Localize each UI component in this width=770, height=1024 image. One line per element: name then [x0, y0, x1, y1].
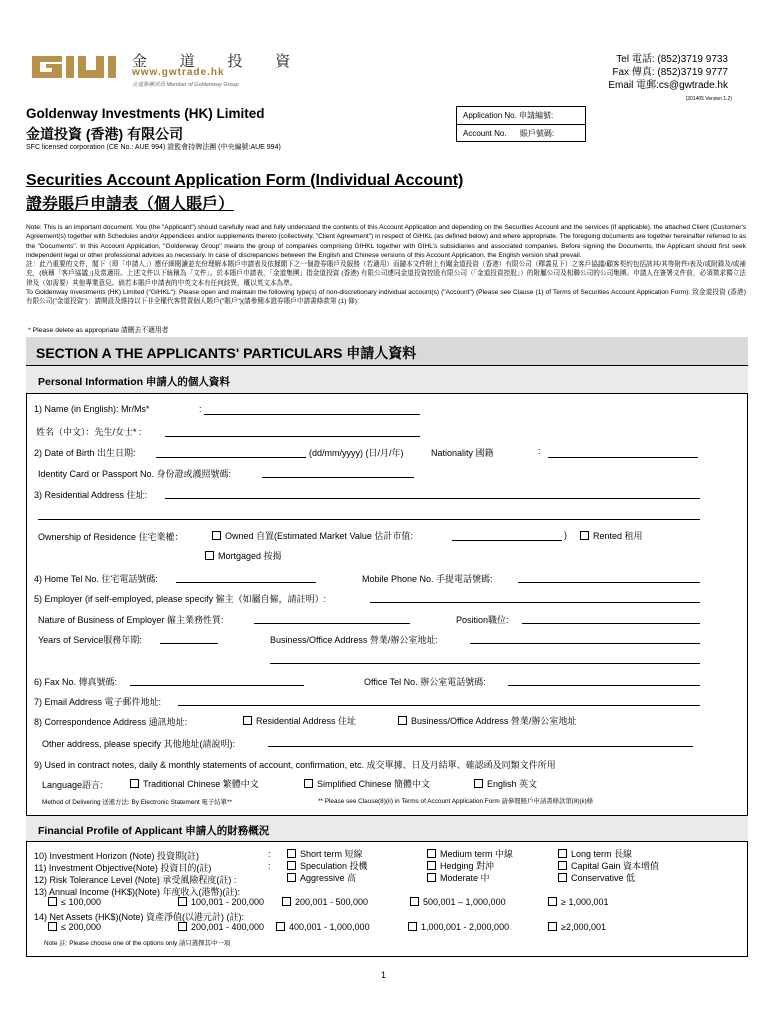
name-chinese-label: 姓名（中文）：先生/女士* :: [36, 427, 142, 437]
q11-label: 11) Investment Objective(Note) 投資目的(註): [34, 863, 212, 873]
q14-opt-5-checkbox[interactable]: [548, 922, 557, 931]
q10-long-checkbox[interactable]: [558, 849, 567, 858]
corr-residential-option[interactable]: Residential Address 住址: [243, 714, 356, 727]
business-address-label: Business/Office Address 營業/辦公室地址:: [270, 635, 438, 645]
q13-label: 13) Annual Income (HK$)(Note) 年度收入(港幣)(註):: [34, 887, 241, 897]
q12-opt-conservative[interactable]: Conservative 低: [558, 871, 635, 884]
financial-note: Note 註: Please choose one of the options only 請只選擇其中一項: [44, 940, 231, 947]
q11-opt-hedging[interactable]: Hedging 對沖: [427, 859, 494, 872]
position-label: Position職位:: [456, 615, 509, 625]
fax-label: 6) Fax No. 傳真號碼:: [34, 677, 118, 687]
ownership-mortgaged-option[interactable]: Mortgaged 按揭: [205, 549, 282, 562]
section-a-header: SECTION A THE APPLICANTS' PARTICULARS 申請人資料: [26, 337, 748, 366]
q14-opt-1[interactable]: ≤ 200,000: [48, 922, 101, 932]
nature-of-business-field[interactable]: [254, 623, 410, 624]
q14-opt-2[interactable]: 200,001 - 400,000: [178, 922, 264, 932]
delivery-method-label: Method of Delivering 送遞方法: By Electronic Statement 電子結單**: [42, 799, 233, 806]
q12-opt-moderate[interactable]: Moderate 中: [427, 871, 490, 884]
q14-opt-2-checkbox[interactable]: [178, 922, 187, 931]
q11-hedging-checkbox[interactable]: [427, 861, 436, 870]
q14-opt-1-checkbox[interactable]: [48, 922, 57, 931]
q14-opt-4[interactable]: 1,000,001 - 2,000,000: [408, 922, 509, 932]
q11-capital-gain-checkbox[interactable]: [558, 861, 567, 870]
office-tel-label: Office Tel No. 辦公室電話號碼:: [364, 677, 486, 687]
application-no-field[interactable]: Application No. 申請編號:: [463, 111, 554, 120]
mortgaged-checkbox[interactable]: [205, 551, 214, 560]
q11-opt-capital-gain[interactable]: Capital Gain 資本增值: [558, 859, 659, 872]
company-name-chinese: 金道投資 (香港) 有限公司: [26, 126, 184, 142]
corr-business-option[interactable]: Business/Office Address 營業/辦公室地址: [398, 714, 576, 727]
q13-opt-4[interactable]: 500,001 – 1,000,000: [410, 897, 506, 907]
sfc-license-text: SFC licensed corporation (CE No.: AUE 994) 證監會持牌法團 (中央編號:AUE 994): [26, 144, 281, 151]
form-title-chinese: 證券賬戶申請表（個人賬戶）: [26, 196, 235, 213]
corr-residential-checkbox[interactable]: [243, 716, 252, 725]
q11-speculation-checkbox[interactable]: [287, 861, 296, 870]
employer-label: 5) Employer (if self-employed, please specify 僱主（如屬自僱，請註明）:: [34, 594, 327, 604]
correspondence-label: 8) Correspondence Address 通訊地址:: [34, 717, 188, 727]
contact-fax: Fax 傳真: (852)3719 9777: [612, 67, 728, 78]
q13-opt-2-checkbox[interactable]: [178, 897, 187, 906]
business-address-field-2[interactable]: [270, 663, 700, 664]
q13-opt-5[interactable]: ≥ 1,000,001: [548, 897, 608, 907]
residential-address-field-2[interactable]: [38, 519, 700, 520]
q10-label: 10) Investment Horizon (Note) 投資期(註): [34, 851, 200, 861]
id-passport-field[interactable]: [262, 477, 414, 478]
name-english-field[interactable]: [204, 414, 420, 415]
q10-opt-long[interactable]: Long term 長線: [558, 847, 632, 860]
q10-medium-checkbox[interactable]: [427, 849, 436, 858]
mobile-field[interactable]: [518, 582, 700, 583]
other-address-label: Other address, please specify 其他地址(請說明):: [42, 739, 236, 749]
q14-opt-5[interactable]: ≥2,000,001: [548, 922, 606, 932]
mobile-label: Mobile Phone No. 手提電話號碼:: [362, 574, 493, 584]
owned-close-paren: ): [564, 530, 567, 540]
dob-format: (dd/mm/yyyy) (日/月/年): [309, 448, 404, 458]
q13-opt-3-checkbox[interactable]: [282, 897, 291, 906]
nationality-label: Nationality 國籍: [431, 448, 494, 458]
q12-label: 12) Risk Tolerance Level (Note) 承受風險程度(註) :: [34, 875, 237, 885]
email-field[interactable]: [178, 705, 700, 706]
ownership-label: Ownership of Residence 住宅業權：: [38, 532, 184, 542]
lang-english-checkbox[interactable]: [474, 779, 483, 788]
q10-opt-short[interactable]: Short term 短線: [287, 847, 363, 860]
dob-field[interactable]: [156, 457, 306, 458]
q13-opt-5-checkbox[interactable]: [548, 897, 557, 906]
q14-opt-3-checkbox[interactable]: [276, 922, 285, 931]
market-value-field[interactable]: [452, 540, 562, 541]
contact-email: Email 電郵:cs@gwtrade.hk: [608, 80, 728, 91]
logo-chinese-name: 金 道 投 資: [132, 52, 305, 70]
q11-colon: :: [268, 861, 271, 871]
residential-address-label: 3) Residential Address 住址:: [34, 490, 148, 500]
form-title-english: Securities Account Application Form (Individual Account): [26, 172, 464, 189]
goldenway-logo-mark: [28, 50, 120, 84]
company-name-english: Goldenway Investments (HK) Limited: [26, 106, 265, 121]
email-label: 7) Email Address 電子郵件地址:: [34, 697, 162, 707]
home-tel-field[interactable]: [176, 582, 316, 583]
ownership-owned-option[interactable]: Owned 自置(Estimated Market Value 估計市值:: [212, 529, 413, 542]
q13-opt-4-checkbox[interactable]: [410, 897, 419, 906]
ownership-rented-option[interactable]: Rented 租用: [580, 529, 643, 542]
lang-traditional-option[interactable]: Traditional Chinese 繁體中文: [130, 777, 259, 790]
employer-field[interactable]: [370, 602, 700, 603]
contact-block: [608, 53, 728, 92]
q13-opt-1[interactable]: ≤ 100,000: [48, 897, 101, 907]
q13-opt-2[interactable]: 100,001 - 200,000: [178, 897, 264, 907]
name-english-colon: :: [199, 404, 202, 414]
q13-opt-3[interactable]: 200,001 - 500,000: [282, 897, 368, 907]
q10-short-checkbox[interactable]: [287, 849, 296, 858]
q12-conservative-checkbox[interactable]: [558, 873, 567, 882]
name-chinese-field[interactable]: [165, 436, 420, 437]
nationality-field[interactable]: [548, 457, 698, 458]
rented-checkbox[interactable]: [580, 531, 589, 540]
logo-url: www.gwtrade.hk: [132, 67, 225, 78]
delete-as-appropriate-note: * Please delete as appropriate 請刪去不適用者: [28, 327, 169, 334]
home-tel-label: 4) Home Tel No. 住宅電話號碼:: [34, 574, 158, 584]
account-no-field[interactable]: Account No. 賬戶號碼:: [457, 124, 585, 141]
other-address-field[interactable]: [268, 746, 693, 747]
q11-opt-speculation[interactable]: Speculation 投機: [287, 859, 368, 872]
note-english: Note: This is an important document. You (the "Applicant") should carefully read and fully understand the contents of this Account Application and depending on the Securities Account and the services (if applicable), the attached Client (Customer's Agreement(s) together with Schedules and/or Appendices and/or supplements thereto (collectively, "Client Agreement") in respect of GIHKL (as defined below) and where appropriate. The foregoing documents are together hereinafter referred to as the "Documents". In this Account Application, "Goldenway Group" means the group of companies comprising GIHKL together with GIHL's subsidiaries and associated companies. Before signing the Documents, the Applicant should first seek independent legal or other professional advices as necessary. In case of discrepancies between the English and Chinese versions of this Account Application, the English version shall prevail.: [26, 224, 747, 259]
logo-member-text: 金道集團成員 Member of Goldenway Group: [132, 82, 239, 88]
fax-field[interactable]: [130, 685, 304, 686]
delivery-note: ** Please see Clause(8)(ii) in Terms of Account Application Form 請參閱賬戶申請書條款第(8)(ii)條: [318, 798, 594, 805]
q12-opt-aggressive[interactable]: Aggressive 高: [287, 871, 356, 884]
name-english-label: 1) Name (in English): Mr/Ms*: [34, 404, 150, 414]
dob-label: 2) Date of Birth 出生日期:: [34, 448, 136, 458]
q12-aggressive-checkbox[interactable]: [287, 873, 296, 882]
nationality-colon: :: [538, 446, 541, 456]
lang-traditional-checkbox[interactable]: [130, 779, 139, 788]
office-tel-field[interactable]: [508, 685, 700, 686]
lang-simplified-checkbox[interactable]: [304, 779, 313, 788]
note-chinese: 註：此乃重要的文件，閣下（即「申請人」）應仔細閱讀並充份理解本賬戶申請表及依據閣下之一個證券賬戶及服務（若適用）而隨本文件附上有關金道投資（香港）有限公司（釋義見下）之客戶協議/顧客契約包括該其/其等附件/表及/或附錄及/或補充，(統稱「客戶協議」)及當適用。上述文件以下統稱為「文件」。於本賬戶申請表，「金道集團」指金道投資 (香港) 有限公司連同金道投資控股有限公司（「金道投資控股」）的附屬公司及相聯公司的公司集團。申請人在簽署文件前，必須徵求獨立法律及（如需要）其他專業意見。倘若本賬戶申請表的中英文本有任何歧異，概以英文本為準。: [26, 261, 746, 287]
business-address-field[interactable]: [470, 643, 700, 644]
q14-label: 14) Net Assets (HK$)(Note) 資產淨值(以港元計) (註):: [34, 912, 245, 922]
years-of-service-field[interactable]: [160, 643, 218, 644]
owned-checkbox[interactable]: [212, 531, 221, 540]
version-label: (201405 Version 1.2): [685, 96, 732, 102]
contact-tel: Tel 電話: (852)3719 9733: [616, 54, 728, 65]
application-number-box: [456, 106, 586, 142]
financial-profile-header: Financial Profile of Applicant 申請人的財務概況: [26, 815, 748, 842]
q13-opt-1-checkbox[interactable]: [48, 897, 57, 906]
years-of-service-label: Years of Service服務年期:: [38, 635, 142, 645]
lang-english-option[interactable]: English 英文: [474, 777, 537, 790]
language-label: Language語言:: [42, 780, 103, 790]
personal-information-header: Personal Information 申請人的個人資料: [26, 366, 748, 394]
corr-business-checkbox[interactable]: [398, 716, 407, 725]
q14-opt-3[interactable]: 400,001 - 1,000,000: [276, 922, 370, 932]
q14-opt-4-checkbox[interactable]: [408, 922, 417, 931]
note-account-request: To Goldenway Investments (HK) Limited ("GIHKL"): Please open and maintain the following type(s) of non-discretionary individual account(s) ("Account") (Please see Clause (1) of Terms of Securities Account Application Form): 致金道投資 (香港) 有限公司("金道投資")：請開設及維持以下非全權代客買賣個人賬戶("賬戶")(請參閱本證券賬戶申請書條款第 (1) 條):: [26, 289, 746, 306]
nature-of-business-label: Nature of Business of Employer 僱主業務性質:: [38, 615, 224, 625]
used-in-label: 9) Used in contract notes, daily & monthly statements of account, confirmation, etc. 成交單據、日及月結單、確認函及同類文件所用: [34, 760, 556, 770]
page-number: 1: [381, 970, 387, 980]
q12-moderate-checkbox[interactable]: [427, 873, 436, 882]
lang-simplified-option[interactable]: Simplified Chinese 簡體中文: [304, 777, 430, 790]
position-field[interactable]: [522, 623, 700, 624]
q10-colon: :: [268, 849, 271, 859]
q10-opt-medium[interactable]: Medium term 中線: [427, 847, 513, 860]
important-note: [26, 223, 746, 307]
residential-address-field[interactable]: [165, 498, 700, 499]
id-passport-label: Identity Card or Passport No. 身份證或護照號碼:: [38, 469, 232, 479]
